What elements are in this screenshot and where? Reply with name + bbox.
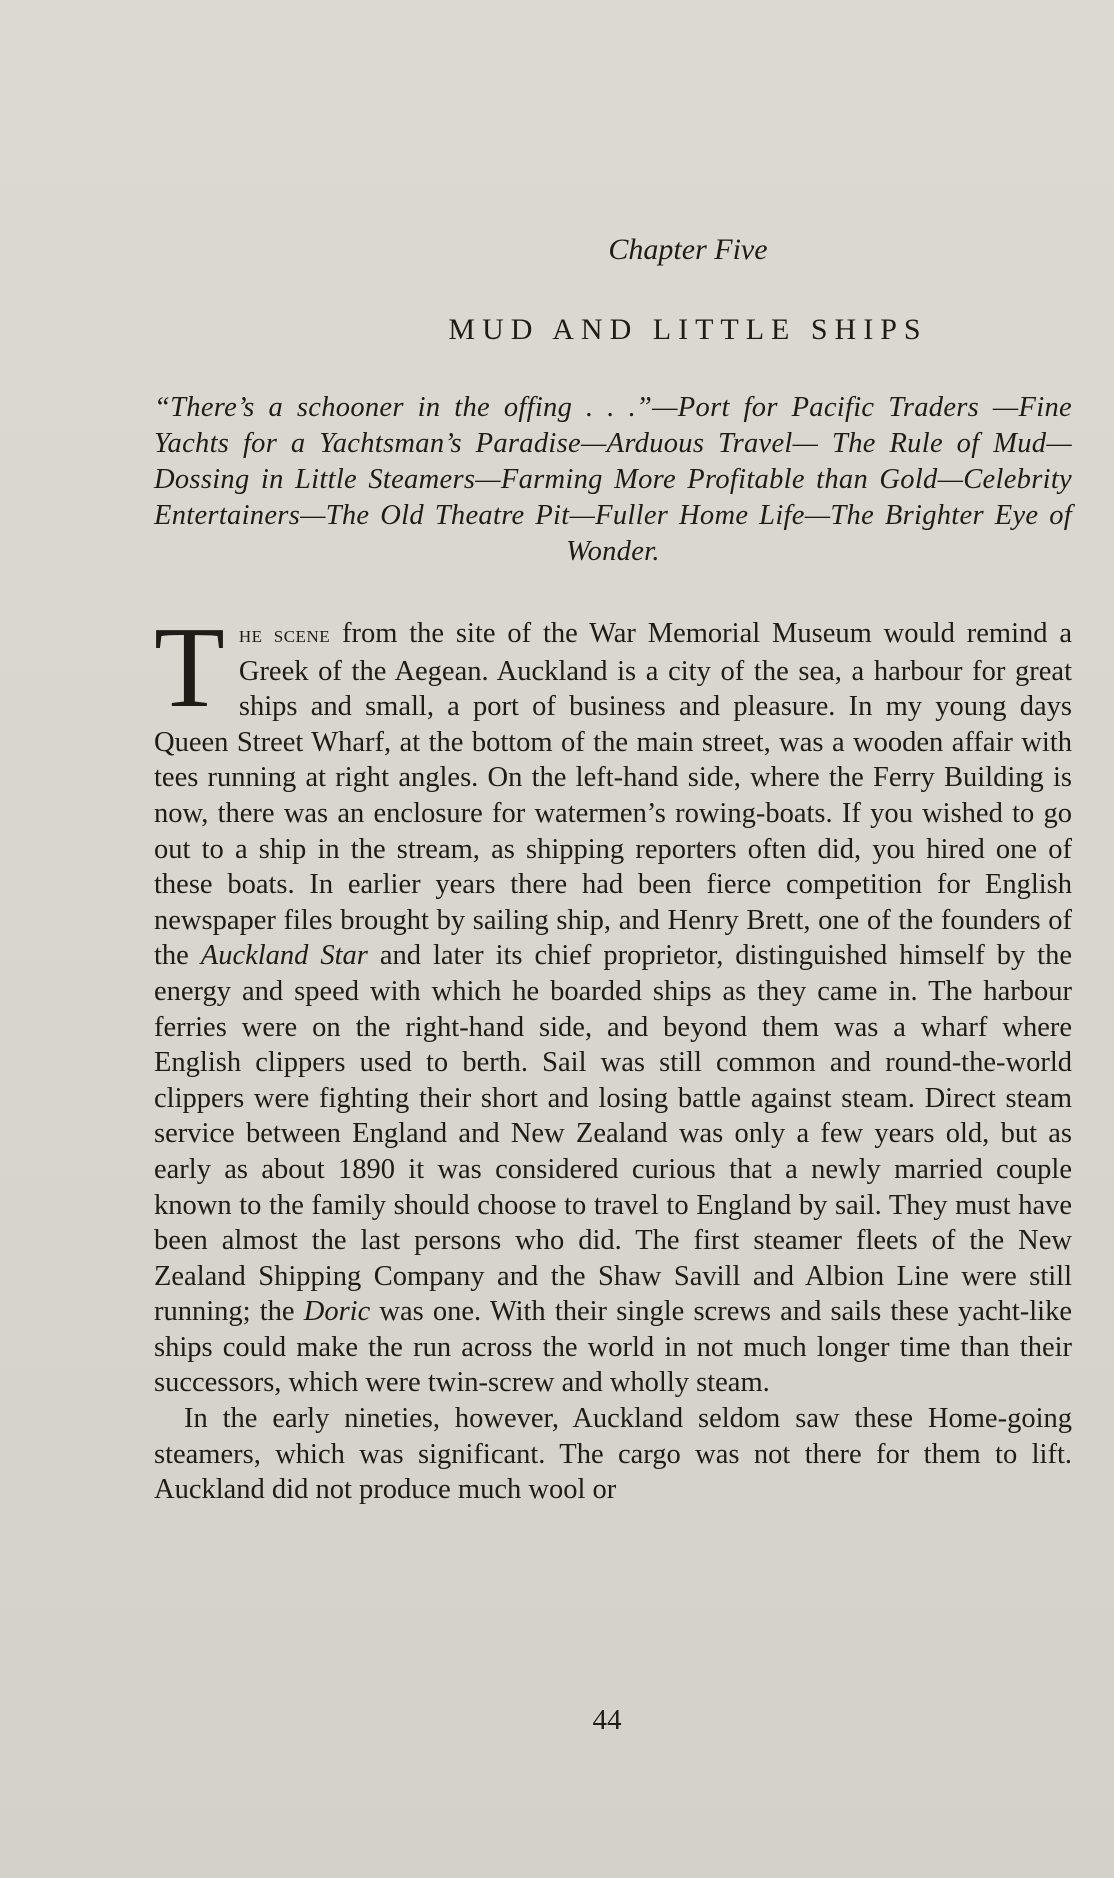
lead-in-smallcaps: he scene (238, 622, 331, 648)
paragraph-1-text-a: from the site of the War Memorial Museum would remind a Greek of the Aegean. Auckland is a city of the sea, a harbour for great ships and small, a port of business and pleasure. In my young days Queen Street Wharf, at the bottom of the main street, was a wooden affair with tees running at right angles. On the left-hand side, where the Ferry Building is now, there was an enclosure for watermen’s rowing-boats. If you wished to go out to a ship in the stream, as shipping reporters often did, you hired one of these boats. In earlier years there had been fierce competition for English newspaper files brought by sailing ship, and Henry Brett, one of the founders of the (154, 618, 1073, 972)
paragraph-1 (154, 604, 1073, 1401)
body-text (154, 604, 1073, 1508)
chapter-synopsis: “There’s a schooner in the offing . . .”—Port for Pacific Traders —Fine Yachts for a Yachtsman’s Paradise—Arduous Travel— The Rule of Mud—Dossing in Little Steamers—Farming More Profitable than Gold—Celebrity Entertainers—The Old Theatre Pit—Fuller Home Life—The Brighter Eye of Wonder. (154, 392, 1072, 567)
italic-ship-name: Doric (303, 1296, 371, 1328)
chapter-label: Chapter Five (608, 233, 768, 266)
italic-title-auckland-star: Auckland Star (200, 940, 368, 972)
paragraph-2: In the early nineties, however, Auckland seldom saw these Home-going steamers, which was significant. The cargo was not there for them to lift. Auckland did not produce much wool or (154, 1403, 1072, 1506)
text-column (154, 228, 1072, 1508)
page-number: 44 (592, 1704, 622, 1736)
drop-cap: T (154, 604, 225, 732)
paragraph-1-text-b: and later its chief proprietor, distinguished himself by the energy and speed with which he boarded ships as they came in. The harbour ferries were on the right-hand side, and beyond them was a wharf where English clippers used to berth. Sail was still common and round-the-world clippers were fighting their short and losing battle against steam. Direct steam service between England and New Zealand was only a few years old, but as early as about 1890 it was considered curious that a newly married couple known to the family should choose to travel to England by sail. They must have been almost the last persons who did. The first steamer fleets of the New Zealand Shipping Company and the Shaw Savill and Albion Line were still running; the (154, 940, 1072, 1328)
paragraph-1-text-c: was one. With their single screws and sails these yacht-like ships could make the run across the world in not much longer time than their successors, which were twin-screw and wholly steam. (154, 1296, 1072, 1399)
chapter-title: MUD AND LITTLE SHIPS (448, 313, 928, 346)
